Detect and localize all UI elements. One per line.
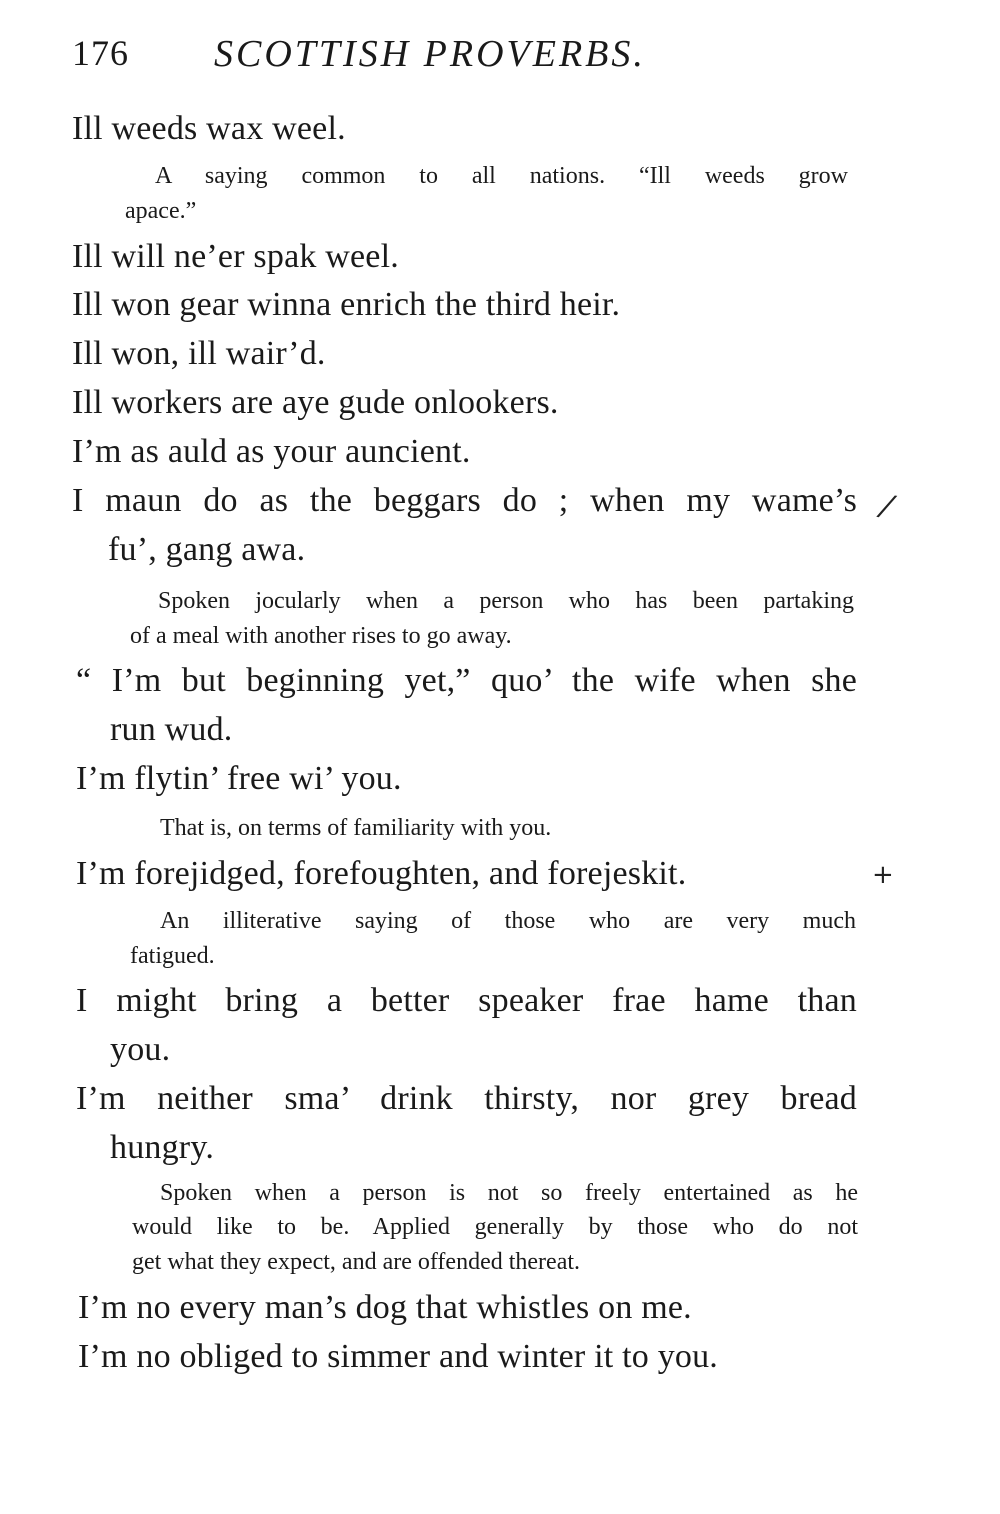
note-line: An illiterative saying of those who are very much xyxy=(160,908,856,934)
page-number: 176 xyxy=(72,33,129,73)
proverb-line: Ill won gear winna enrich the third heir. xyxy=(72,286,621,323)
proverb-line: “ I’m but beginning yet,” quo’ the wife when she xyxy=(76,662,857,699)
note-line: of a meal with another rises to go away. xyxy=(130,623,512,649)
proverb-line-continuation: you. xyxy=(110,1031,171,1068)
note-line: would like to be. Applied generally by those who do not xyxy=(132,1214,858,1240)
note-line: fatigued. xyxy=(130,943,215,969)
note-line: apace.” xyxy=(125,198,197,224)
proverb-line: I’m as auld as your auncient. xyxy=(72,433,471,470)
proverb-line: Ill will ne’er spak weel. xyxy=(72,238,399,275)
proverb-line: I maun do as the beggars do ; when my wame’s xyxy=(72,482,857,519)
running-head: SCOTTISH PROVERBS. xyxy=(214,33,646,75)
note-line: A saying common to all nations. “Ill weeds grow xyxy=(155,163,848,189)
note-line: Spoken when a person is not so freely entertained as he xyxy=(160,1180,858,1206)
note-line: get what they expect, and are offended thereat. xyxy=(132,1249,581,1275)
proverb-line: I’m no obliged to simmer and winter it to you. xyxy=(78,1338,718,1375)
proverb-line: Ill won, ill wair’d. xyxy=(72,335,326,372)
proverb-line: I’m forejidged, forefoughten, and forejeskit. xyxy=(76,855,687,892)
proverb-line-continuation: hungry. xyxy=(110,1129,215,1166)
proverb-line: Ill workers are aye gude onlookers. xyxy=(72,384,559,421)
margin-check-mark: ⁄ xyxy=(880,487,893,527)
note-line: Spoken jocularly when a person who has been partaking xyxy=(158,588,854,614)
proverb-line: I’m no every man’s dog that whistles on me. xyxy=(78,1289,692,1326)
margin-cross-mark: + xyxy=(872,860,894,890)
proverb-line-continuation: fu’, gang awa. xyxy=(108,531,306,568)
note-line: That is, on terms of familiarity with you. xyxy=(160,815,552,841)
proverb-line: I’m neither sma’ drink thirsty, nor grey bread xyxy=(76,1080,857,1117)
proverb-line: I’m flytin’ free wi’ you. xyxy=(76,760,402,797)
proverb-line: Ill weeds wax weel. xyxy=(72,110,346,147)
proverb-line-continuation: run wud. xyxy=(110,711,233,748)
page-header xyxy=(72,26,932,86)
proverb-line: I might bring a better speaker frae hame than xyxy=(76,982,857,1019)
